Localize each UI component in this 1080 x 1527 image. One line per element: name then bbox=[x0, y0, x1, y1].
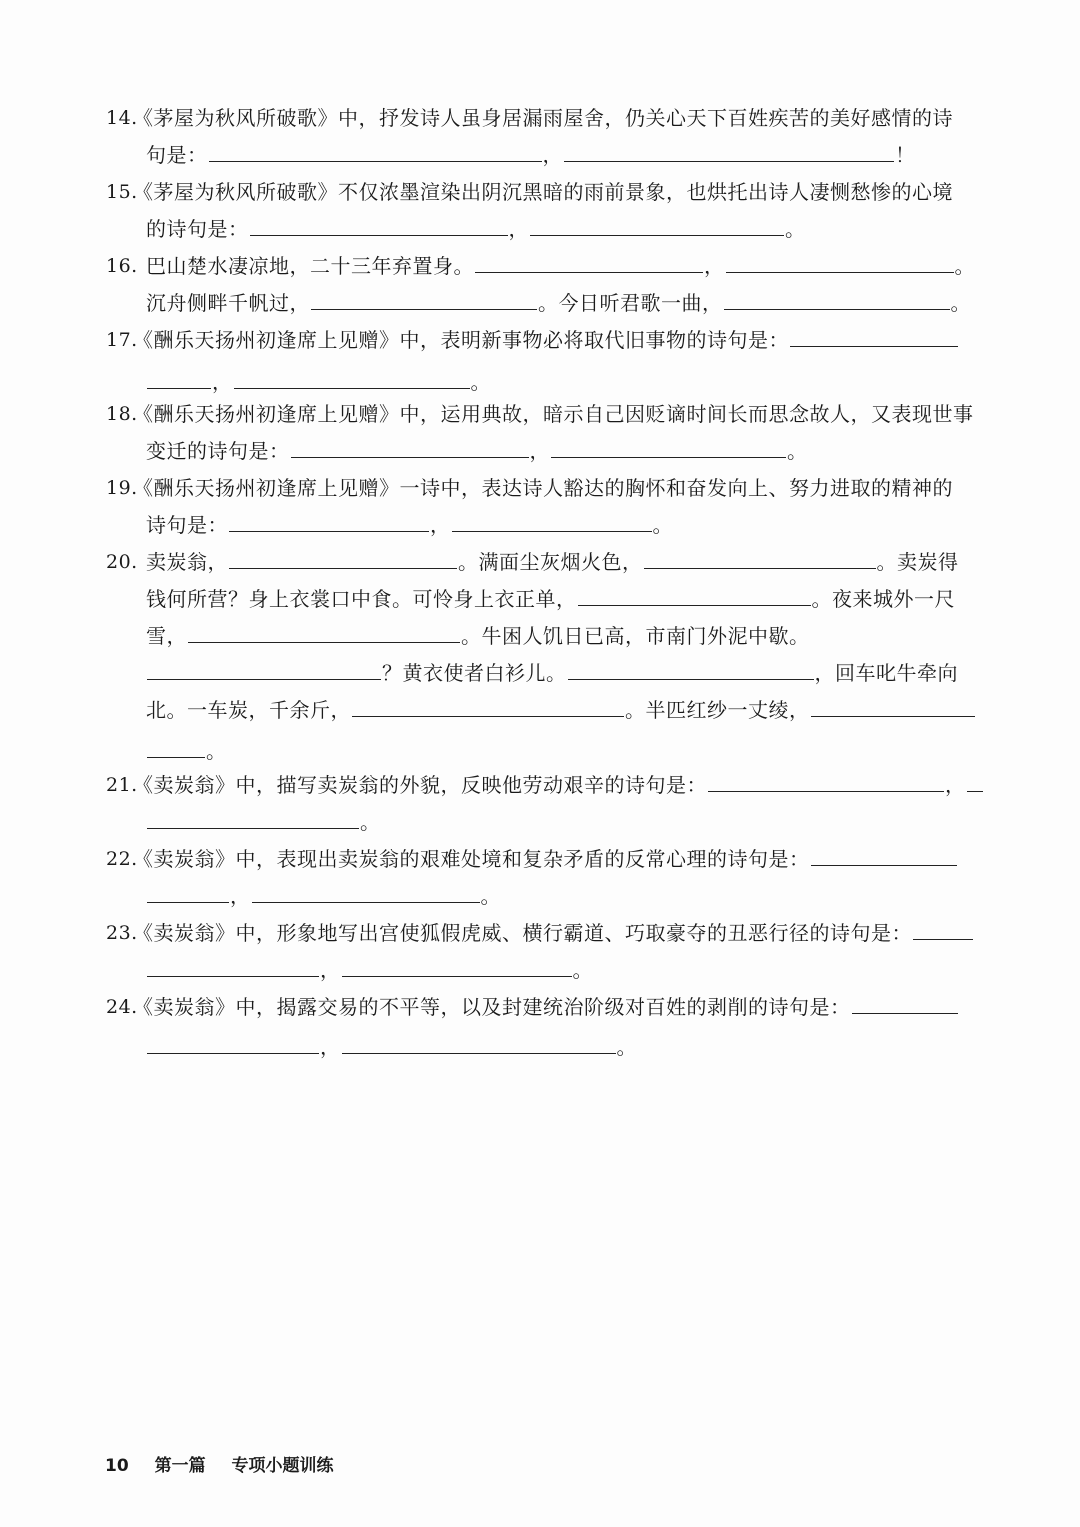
question-number: 21. bbox=[106, 774, 138, 796]
answer-blank[interactable] bbox=[352, 692, 624, 717]
question-text: 《卖炭翁》中，表现出卖炭翁的艰难处境和复杂矛盾的反常心理的诗句是： bbox=[133, 847, 810, 871]
question-text: ， bbox=[945, 773, 966, 797]
question-text: ， bbox=[212, 370, 233, 394]
answer-blank[interactable] bbox=[452, 507, 652, 532]
answer-blank[interactable] bbox=[811, 841, 957, 866]
question-text: 《卖炭翁》中，揭露交易的不平等，以及封建统治阶级对百姓的剥削的诗句是： bbox=[133, 995, 851, 1019]
answer-blank[interactable] bbox=[913, 915, 973, 940]
question-text: 巴山楚水凄凉地，二十三年弃置身。 bbox=[146, 254, 474, 278]
answer-blank[interactable] bbox=[147, 1029, 319, 1054]
question-number: 24. bbox=[106, 996, 138, 1018]
question-text: 。夜来城外一尺 bbox=[811, 587, 955, 611]
question-text: 《卖炭翁》中，描写卖炭翁的外貌，反映他劳动艰辛的诗句是： bbox=[133, 773, 707, 797]
question-number: 14. bbox=[106, 107, 138, 129]
question-text: 诗句是： bbox=[146, 513, 228, 537]
footer-section: 专项小题训练 bbox=[231, 1456, 334, 1476]
question-text: ！ bbox=[895, 143, 916, 167]
answer-blank[interactable] bbox=[250, 211, 508, 236]
answer-blank[interactable] bbox=[147, 952, 319, 977]
answer-blank[interactable] bbox=[811, 692, 975, 717]
question-text: 《酬乐天扬州初逢席上见赠》一诗中，表达诗人豁达的胸怀和奋发向上、努力进取的精神的 bbox=[133, 476, 953, 500]
question-text: ， bbox=[230, 884, 251, 908]
question-text: 。 bbox=[470, 370, 491, 394]
question-text: 《酬乐天扬州初逢席上见赠》中，运用典故，暗示自己因贬谪时间长而思念故人，又表现世事 bbox=[133, 402, 974, 426]
answer-blank[interactable] bbox=[724, 285, 950, 310]
question-text: 变迁的诗句是： bbox=[146, 439, 290, 463]
question-text: 。 bbox=[785, 217, 806, 241]
question-text: ， bbox=[529, 439, 550, 463]
answer-blank[interactable] bbox=[475, 248, 703, 273]
answer-blank[interactable] bbox=[578, 581, 811, 606]
answer-blank[interactable] bbox=[234, 364, 470, 389]
page-footer bbox=[105, 1451, 334, 1481]
question-text: 。 bbox=[616, 1035, 637, 1059]
answer-blank[interactable] bbox=[252, 878, 480, 903]
question-text: 《卖炭翁》中，形象地写出宫使狐假虎威、横行霸道、巧取豪夺的丑恶行径的诗句是： bbox=[133, 921, 912, 945]
question-number: 19. bbox=[106, 477, 138, 499]
question-number: 18. bbox=[106, 403, 138, 425]
question-text: 沉舟侧畔千帆过， bbox=[146, 291, 310, 315]
question-text: 。 bbox=[954, 254, 975, 278]
answer-blank[interactable] bbox=[551, 433, 786, 458]
question-text: 。 bbox=[360, 810, 381, 834]
answer-blank[interactable] bbox=[530, 211, 784, 236]
question-text: 《酬乐天扬州初逢席上见赠》中，表明新事物必将取代旧事物的诗句是： bbox=[133, 328, 789, 352]
answer-blank[interactable] bbox=[564, 137, 894, 162]
question-text: 的诗句是： bbox=[146, 217, 249, 241]
question-text: 。卖炭得 bbox=[876, 550, 959, 574]
question-number: 17. bbox=[106, 329, 138, 351]
answer-blank[interactable] bbox=[209, 137, 542, 162]
question-text: 《茅屋为秋风所破歌》中，抒发诗人虽身居漏雨屋舍，仍关心天下百姓疾苦的美好感情的诗 bbox=[133, 106, 953, 130]
footer-part: 第一篇 bbox=[154, 1456, 206, 1476]
question-text: 雪， bbox=[146, 624, 187, 648]
answer-blank[interactable] bbox=[188, 618, 460, 643]
answer-blank[interactable] bbox=[708, 767, 944, 792]
question-text: ？黄衣使者白衫儿。 bbox=[382, 661, 567, 685]
answer-blank[interactable] bbox=[568, 655, 814, 680]
question-text: 。 bbox=[652, 513, 673, 537]
answer-blank[interactable] bbox=[147, 655, 381, 680]
question-text: ， bbox=[542, 143, 563, 167]
question-text: 《茅屋为秋风所破歌》不仅浓墨渲染出阴沉黑暗的雨前景象，也烘托出诗人凄恻愁惨的心境 bbox=[133, 180, 953, 204]
question-text: 句是： bbox=[146, 143, 208, 167]
question-text: 。 bbox=[572, 958, 593, 982]
question-text: 。半匹红纱一丈绫， bbox=[625, 698, 810, 722]
question-text: 。牛困人饥日已高，市南门外泥中歇。 bbox=[461, 624, 810, 648]
question-number: 15. bbox=[106, 181, 138, 203]
question-text: 钱何所营？身上衣裳口中食。可怜身上衣正单， bbox=[146, 587, 577, 611]
answer-blank[interactable] bbox=[311, 285, 537, 310]
question-text: ，回车叱牛牵向 bbox=[814, 661, 958, 685]
answer-blank[interactable] bbox=[147, 804, 359, 829]
page-number: 10 bbox=[105, 1456, 129, 1476]
question-text: ， bbox=[508, 217, 529, 241]
answer-blank[interactable] bbox=[790, 322, 958, 347]
answer-blank[interactable] bbox=[342, 952, 572, 977]
answer-blank[interactable] bbox=[967, 767, 983, 792]
question-text: 。 bbox=[206, 739, 227, 763]
question-text: ， bbox=[320, 1035, 341, 1059]
answer-blank[interactable] bbox=[342, 1029, 616, 1054]
answer-blank[interactable] bbox=[644, 544, 876, 569]
question-number: 16. bbox=[106, 255, 138, 277]
question-text: 卖炭翁， bbox=[146, 550, 228, 574]
question-text: ， bbox=[320, 958, 341, 982]
question-text: 。 bbox=[950, 291, 971, 315]
question-text: ， bbox=[430, 513, 451, 537]
question-text: 。今日听君歌一曲， bbox=[538, 291, 723, 315]
answer-blank[interactable] bbox=[229, 544, 457, 569]
question-text: ， bbox=[704, 254, 725, 278]
answer-blank[interactable] bbox=[229, 507, 429, 532]
question-text: 北。一车炭，千余斤， bbox=[146, 698, 351, 722]
answer-blank[interactable] bbox=[852, 989, 958, 1014]
question-number: 20. bbox=[106, 551, 138, 573]
answer-blank[interactable] bbox=[147, 364, 211, 389]
question-text: 。 bbox=[787, 439, 808, 463]
answer-blank[interactable] bbox=[726, 248, 954, 273]
question-number: 22. bbox=[106, 848, 138, 870]
answer-blank[interactable] bbox=[147, 733, 205, 758]
question-text: 。满面尘灰烟火色， bbox=[458, 550, 643, 574]
answer-blank[interactable] bbox=[147, 878, 229, 903]
question-text: 。 bbox=[480, 884, 501, 908]
question-number: 23. bbox=[106, 922, 138, 944]
answer-blank[interactable] bbox=[291, 433, 529, 458]
